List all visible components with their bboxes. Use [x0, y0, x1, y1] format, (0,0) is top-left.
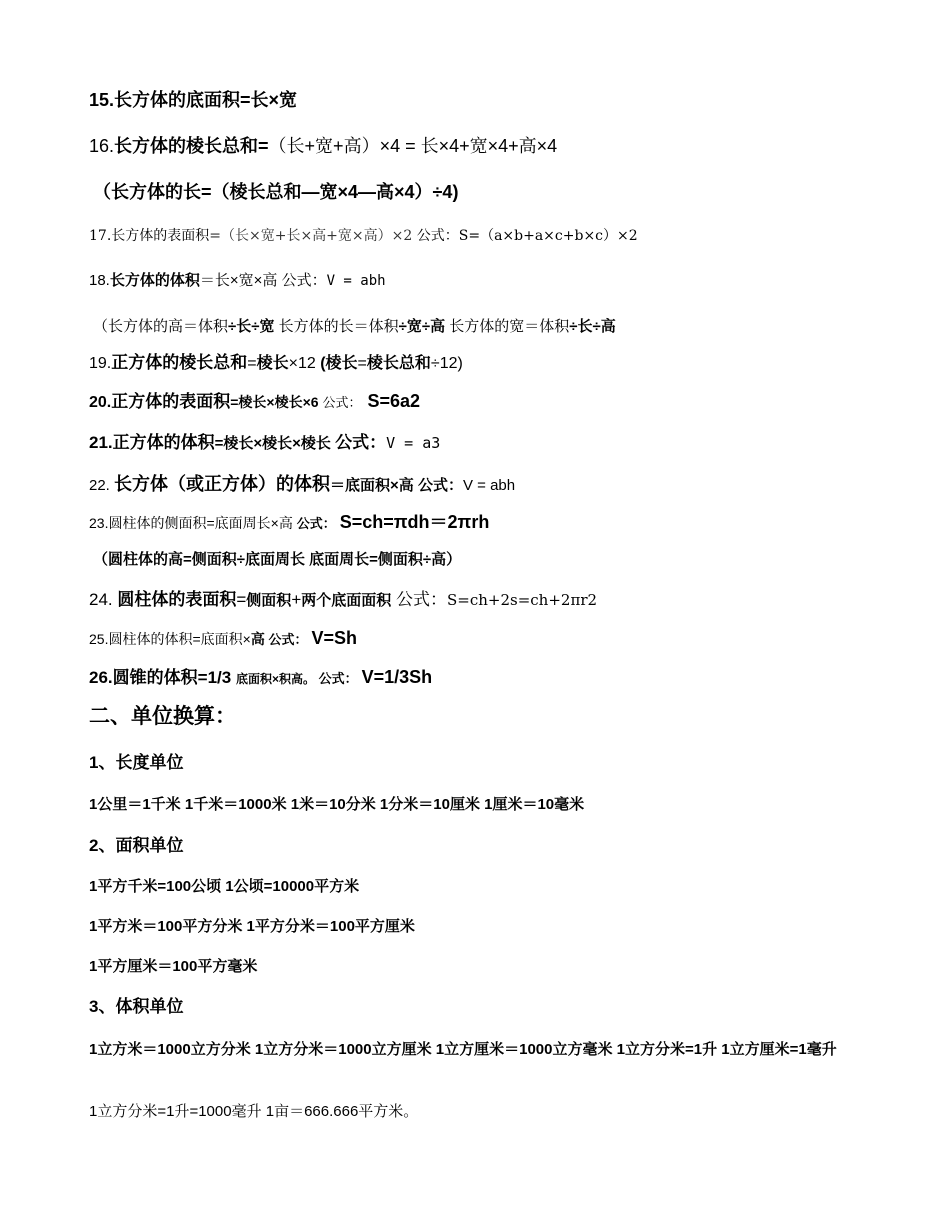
- line-26-formula: 底面积×积高。: [235, 672, 315, 686]
- formula-line-18-note: [93, 318, 890, 336]
- line-26-label: 公式：: [314, 671, 358, 686]
- line-18-symbolic: V = abh: [326, 273, 386, 289]
- line-20-label: 公式：: [322, 395, 362, 410]
- line-26-number: 26.: [89, 668, 113, 687]
- line-23-symbolic: S=ch=πdh＝2πrh: [339, 512, 490, 532]
- line-18-formula: ＝长×宽×高 公式：: [199, 272, 327, 289]
- volume-conversions-2-text: 1立方分米=1升=1000毫升 1亩＝666.666平方米。: [89, 1103, 419, 1120]
- line-21-term: 正方体的体积: [112, 433, 215, 452]
- subheading-length-units: [89, 753, 890, 773]
- line-24-plus: +: [291, 590, 302, 609]
- line-22-term: 长方体（或正方体）的体积: [114, 474, 331, 494]
- formula-line-19: [89, 353, 890, 373]
- line-25-symbolic: V=Sh: [311, 628, 357, 648]
- formula-line-17: [89, 228, 890, 245]
- formula-line-15: [89, 90, 890, 112]
- line-18-number: 18.: [89, 272, 110, 289]
- line-21-formula: =棱长×棱长×棱长: [214, 435, 336, 452]
- line-19-note-open: (棱长: [320, 355, 358, 372]
- line-19-note-total: 棱长总和: [366, 355, 431, 372]
- line-23-text: 23.圆柱体的侧面积=底面周长×高: [89, 515, 297, 531]
- area-conversions-1: [89, 878, 890, 896]
- line-17-symbolic: 公式：S=（a×b+a×c+b×c）×2: [416, 228, 638, 244]
- line-16-term: 长方体的棱长总和=: [114, 136, 269, 156]
- line-15-text: 15.长方体的底面积=长×宽: [89, 90, 298, 110]
- length-conversions-text: 1公里＝1千米 1千米＝1000米 1米＝10分米 1分米＝10厘米 1厘米＝10毫米: [89, 796, 585, 813]
- section-heading-text: 二、单位换算：: [89, 705, 236, 728]
- subheading-volume-text: 3、体积单位: [89, 997, 184, 1016]
- area-conversions-2: [89, 918, 890, 936]
- line-24-eq: =: [236, 590, 247, 609]
- line-19-number: 19.: [89, 355, 112, 372]
- line-24-number: 24.: [89, 590, 118, 609]
- formula-line-24: [89, 590, 890, 610]
- line-18-note-e: 长方体的宽＝体积: [445, 318, 570, 335]
- line-25-label: 公式：: [264, 632, 308, 647]
- line-20-formula: =棱长×棱长×6: [230, 394, 323, 410]
- line-19-note-eq: =: [357, 355, 367, 372]
- formula-line-21: [89, 433, 890, 453]
- formula-line-22: [89, 474, 890, 496]
- line-22-formula: ＝底面积×高 公式：: [330, 477, 463, 494]
- line-18-term: 长方体的体积: [109, 272, 200, 289]
- line-19-term: 正方体的棱长总和: [111, 353, 248, 372]
- formula-line-18: [89, 272, 890, 290]
- line-25-height: 高: [250, 631, 265, 647]
- area-conversions-1-text: 1平方千米=100公顷 1公顷=10000平方米: [89, 878, 360, 895]
- line-18-note-a: （长方体的高＝体积: [93, 318, 229, 335]
- formula-line-16: [89, 136, 890, 158]
- section-heading-unit-conversion: [89, 704, 890, 729]
- formula-line-25: [89, 628, 890, 650]
- line-21-label: 公式：: [335, 433, 387, 452]
- line-16-note-text: （长方体的长=（棱长总和—宽×4—高×4）÷4): [93, 182, 459, 202]
- area-conversions-3: [89, 958, 890, 976]
- volume-conversions-2: [89, 1103, 890, 1121]
- line-21-symbolic: V = a3: [386, 434, 441, 452]
- line-21-number: 21.: [89, 433, 113, 452]
- line-24-term: 圆柱体的表面积: [117, 590, 237, 609]
- line-20-number: 20.: [89, 394, 112, 411]
- length-conversions: [89, 796, 890, 814]
- line-24-side: 侧面积: [246, 592, 292, 609]
- formula-line-23-note: [93, 551, 890, 569]
- line-26-term: 圆锥的体积: [112, 668, 198, 687]
- subheading-length-text: 1、长度单位: [89, 753, 184, 772]
- line-20-term: 正方体的表面积: [111, 392, 231, 411]
- area-conversions-2-text: 1平方米＝100平方分米 1平方分米＝100平方厘米: [89, 918, 415, 935]
- line-22-symbolic: V = abh: [462, 477, 516, 494]
- line-22-number: 22.: [89, 477, 115, 494]
- line-17-term: 17.长方体的表面积: [89, 228, 210, 244]
- subheading-area-units: [89, 836, 890, 856]
- line-20-symbolic: S=6a2: [367, 391, 421, 411]
- area-conversions-3-text: 1平方厘米＝100平方毫米: [89, 958, 258, 975]
- formula-line-16-note: [93, 182, 890, 204]
- line-18-note-b: ÷长÷宽: [228, 318, 275, 335]
- line-24-symbolic: S=ch+2s=ch+2πr2: [447, 591, 598, 609]
- line-18-note-d: ÷宽÷高: [398, 318, 446, 335]
- volume-conversions-1: [89, 1041, 859, 1059]
- subheading-volume-units: [89, 997, 890, 1017]
- line-26-fraction: =1/3: [197, 668, 236, 687]
- subheading-area-text: 2、面积单位: [89, 836, 184, 855]
- line-23-note-text: （圆柱体的高=侧面积÷底面周长 底面周长=侧面积÷高）: [93, 551, 462, 568]
- line-25-text: 25.圆柱体的体积=底面积×: [89, 631, 251, 647]
- volume-conversions-1-text: 1立方米＝1000立方分米 1立方分米＝1000立方厘米 1立方厘米＝1000立方毫米 1立方分米=1升 1立方厘米=1毫升: [89, 1041, 837, 1058]
- line-18-note-c: 长方体的长＝体积: [274, 318, 399, 335]
- line-19-edge: 棱长: [256, 355, 289, 372]
- line-26-symbolic: V=1/3Sh: [361, 667, 433, 687]
- formula-line-26: [89, 667, 890, 689]
- line-19-times: ×12: [288, 355, 321, 372]
- line-19-note-div: ÷12): [430, 355, 463, 372]
- formula-line-23: [89, 512, 890, 534]
- formula-line-20: [89, 391, 890, 413]
- line-24-bases: 两个底面面积: [301, 592, 392, 609]
- line-16-number: 16.: [89, 136, 115, 156]
- line-16-formula: （长+宽+高）×4 = 长×4+宽×4+高×4: [268, 136, 558, 156]
- line-18-note-f: ÷长÷高: [569, 318, 616, 335]
- line-17-formula: =（长×宽+长×高+宽×高）×2: [209, 228, 417, 244]
- line-23-label: 公式：: [296, 516, 336, 531]
- line-19-eq: =: [247, 355, 257, 372]
- line-24-label: 公式：: [391, 590, 447, 609]
